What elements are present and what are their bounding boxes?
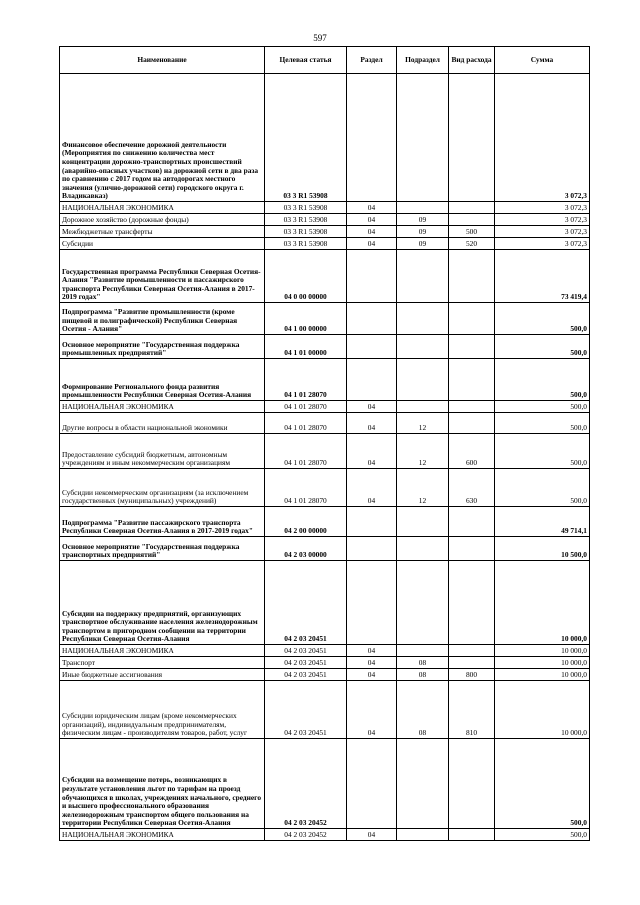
cell-section: 04: [347, 401, 397, 413]
table-row: [60, 507, 590, 537]
cell-sum: 73 419,4: [495, 250, 590, 303]
cell-type: [449, 413, 495, 434]
cell-code: 04 2 03 20452: [265, 739, 347, 829]
cell-type: 630: [449, 469, 495, 507]
cell-name: НАЦИОНАЛЬНАЯ ЭКОНОМИКА: [60, 202, 265, 214]
cell-subsection: [397, 202, 449, 214]
cell-section: 04: [347, 226, 397, 238]
cell-name: НАЦИОНАЛЬНАЯ ЭКОНОМИКА: [60, 645, 265, 657]
table-row: [60, 645, 590, 657]
cell-subsection: 12: [397, 469, 449, 507]
cell-section: [347, 74, 397, 202]
cell-subsection: [397, 739, 449, 829]
cell-name: Транспорт: [60, 657, 265, 669]
cell-name: Межбюджетные трансферты: [60, 226, 265, 238]
cell-subsection: [397, 561, 449, 645]
cell-code: 03 3 R1 53908: [265, 238, 347, 250]
cell-code: 03 3 R1 53908: [265, 74, 347, 202]
table-row: [60, 202, 590, 214]
cell-type: [449, 657, 495, 669]
cell-section: [347, 335, 397, 359]
cell-subsection: [397, 645, 449, 657]
cell-sum: 10 000,0: [495, 657, 590, 669]
col-header-subsection: Подраздел: [397, 47, 449, 74]
cell-subsection: [397, 335, 449, 359]
cell-section: [347, 359, 397, 401]
cell-subsection: 09: [397, 238, 449, 250]
cell-subsection: [397, 303, 449, 335]
budget-table: [59, 46, 590, 841]
cell-name: Предоставление субсидий бюджетным, автономным учреждениям и иным некоммерческим организациям: [60, 434, 265, 469]
cell-type: [449, 335, 495, 359]
cell-sum: 500,0: [495, 413, 590, 434]
cell-subsection: [397, 829, 449, 841]
table-row: [60, 74, 590, 202]
cell-type: 800: [449, 669, 495, 681]
cell-section: [347, 507, 397, 537]
cell-sum: 500,0: [495, 303, 590, 335]
cell-sum: 10 000,0: [495, 561, 590, 645]
cell-sum: 500,0: [495, 434, 590, 469]
cell-type: [449, 359, 495, 401]
cell-code: 04 2 03 20451: [265, 561, 347, 645]
cell-name: Государственная программа Республики Северная Осетия-Алания "Развитие промышленности и пассажирского транспорта Республики Северная Осетия-Алания в 2017-2019 годах": [60, 250, 265, 303]
cell-code: 04 0 00 00000: [265, 250, 347, 303]
cell-type: [449, 401, 495, 413]
cell-type: [449, 303, 495, 335]
cell-subsection: [397, 537, 449, 561]
cell-type: [449, 561, 495, 645]
table-row: [60, 739, 590, 829]
cell-subsection: 12: [397, 413, 449, 434]
cell-sum: 500,0: [495, 401, 590, 413]
cell-name: НАЦИОНАЛЬНАЯ ЭКОНОМИКА: [60, 829, 265, 841]
cell-name: Формирование Регионального фонда развития промышленности Республики Северная Осетия-Алания: [60, 359, 265, 401]
col-header-code: Целевая статья: [265, 47, 347, 74]
cell-section: 04: [347, 202, 397, 214]
cell-name: Финансовое обеспечение дорожной деятельности (Мероприятия по снижению количества мест концентрации дорожно-транспортных происшествий (аварийно-опасных участков) на дорожной сети в два раза по сравнению с 2017 годом на автодорогах местного значения (улично-дорожной сети) городского округа г. Владикавказ): [60, 74, 265, 202]
cell-type: [449, 645, 495, 657]
cell-type: 500: [449, 226, 495, 238]
cell-code: 04 1 01 28070: [265, 434, 347, 469]
cell-name: Другие вопросы в области национальной экономики: [60, 413, 265, 434]
cell-section: 04: [347, 669, 397, 681]
table-row: [60, 681, 590, 739]
cell-type: [449, 829, 495, 841]
cell-type: [449, 739, 495, 829]
cell-subsection: 08: [397, 669, 449, 681]
cell-subsection: [397, 359, 449, 401]
cell-name: Субсидии на возмещение потерь, возникающих в результате установления льгот по тарифам на проезд обучающихся в школах, учреждениях начального, среднего и высшего профессионального образования железнодорожным транспортом общего пользования на территории Республики Северная Осетия-Алания: [60, 739, 265, 829]
cell-sum: 3 072,3: [495, 74, 590, 202]
cell-section: 04: [347, 434, 397, 469]
cell-section: [347, 561, 397, 645]
cell-type: [449, 202, 495, 214]
cell-code: 04 2 03 20451: [265, 657, 347, 669]
cell-type: [449, 74, 495, 202]
cell-section: [347, 537, 397, 561]
cell-sum: 10 500,0: [495, 537, 590, 561]
cell-name: Субсидии некоммерческим организациям (за исключением государственных (муниципальных) учреждений): [60, 469, 265, 507]
cell-section: 04: [347, 214, 397, 226]
cell-code: 04 2 03 00000: [265, 537, 347, 561]
cell-name: Субсидии: [60, 238, 265, 250]
cell-code: 04 1 01 00000: [265, 335, 347, 359]
cell-sum: 10 000,0: [495, 681, 590, 739]
cell-sum: 3 072,3: [495, 226, 590, 238]
cell-code: 04 1 01 28070: [265, 401, 347, 413]
cell-type: [449, 507, 495, 537]
cell-section: 04: [347, 681, 397, 739]
cell-section: 04: [347, 469, 397, 507]
cell-sum: 500,0: [495, 469, 590, 507]
table-row: [60, 335, 590, 359]
cell-sum: 49 714,1: [495, 507, 590, 537]
col-header-section: Раздел: [347, 47, 397, 74]
cell-subsection: 08: [397, 681, 449, 739]
cell-section: [347, 250, 397, 303]
cell-section: [347, 303, 397, 335]
cell-section: 04: [347, 238, 397, 250]
cell-subsection: [397, 401, 449, 413]
cell-subsection: 12: [397, 434, 449, 469]
cell-subsection: [397, 250, 449, 303]
col-header-name: Наименование: [60, 47, 265, 74]
table-row: [60, 250, 590, 303]
cell-code: 03 3 R1 53908: [265, 214, 347, 226]
cell-section: [347, 739, 397, 829]
cell-name: Подпрограмма "Развитие промышленности (кроме пищевой и полиграфической) Республики Северная Осетия - Алания": [60, 303, 265, 335]
table-body: [60, 74, 590, 841]
cell-section: 04: [347, 829, 397, 841]
table-row: [60, 413, 590, 434]
cell-section: 04: [347, 657, 397, 669]
table-row: [60, 434, 590, 469]
cell-section: 04: [347, 413, 397, 434]
cell-code: 04 1 01 28070: [265, 469, 347, 507]
table-row: [60, 226, 590, 238]
cell-sum: 3 072,3: [495, 202, 590, 214]
cell-name: Основное мероприятие "Государственная поддержка транспортных предприятий": [60, 537, 265, 561]
cell-code: 04 2 03 20451: [265, 645, 347, 657]
cell-code: 04 2 00 00000: [265, 507, 347, 537]
cell-type: 520: [449, 238, 495, 250]
cell-subsection: 09: [397, 214, 449, 226]
page-number: 597: [313, 33, 327, 43]
cell-sum: 500,0: [495, 739, 590, 829]
table-row: [60, 469, 590, 507]
cell-code: 04 1 01 28070: [265, 413, 347, 434]
cell-code: 04 2 03 20451: [265, 681, 347, 739]
cell-subsection: [397, 507, 449, 537]
cell-name: НАЦИОНАЛЬНАЯ ЭКОНОМИКА: [60, 401, 265, 413]
table-row: [60, 669, 590, 681]
cell-sum: 500,0: [495, 359, 590, 401]
cell-code: 04 1 01 28070: [265, 359, 347, 401]
cell-subsection: 08: [397, 657, 449, 669]
cell-subsection: 09: [397, 226, 449, 238]
col-header-sum: Сумма: [495, 47, 590, 74]
table-row: [60, 657, 590, 669]
table-row: [60, 561, 590, 645]
cell-code: 04 2 03 20452: [265, 829, 347, 841]
cell-sum: 3 072,3: [495, 214, 590, 226]
cell-type: [449, 214, 495, 226]
cell-name: Подпрограмма "Развитие пассажирского транспорта Республики Северная Осетия-Алания в 2017-2019 годах": [60, 507, 265, 537]
cell-code: 03 3 R1 53908: [265, 226, 347, 238]
cell-code: 04 1 00 00000: [265, 303, 347, 335]
cell-code: 04 2 03 20451: [265, 669, 347, 681]
col-header-type: Вид расхода: [449, 47, 495, 74]
table-row: [60, 238, 590, 250]
cell-sum: 10 000,0: [495, 669, 590, 681]
cell-name: Субсидии юридическим лицам (кроме некоммерческих организаций), индивидуальным предпринимателям, физическим лицам - производителям товаров, работ, услуг: [60, 681, 265, 739]
cell-sum: 500,0: [495, 335, 590, 359]
cell-sum: 500,0: [495, 829, 590, 841]
cell-name: Дорожное хозяйство (дорожные фонды): [60, 214, 265, 226]
table-row: [60, 359, 590, 401]
cell-name: Субсидии на поддержку предприятий, организующих транспортное обслуживание населения железнодорожным транспортом в пригородном сообщении на территории Республики Северная Осетия-Алания: [60, 561, 265, 645]
table-row: [60, 537, 590, 561]
table-header-row: [60, 47, 590, 74]
cell-subsection: [397, 74, 449, 202]
cell-sum: 3 072,3: [495, 238, 590, 250]
cell-type: 600: [449, 434, 495, 469]
table-row: [60, 829, 590, 841]
cell-type: [449, 250, 495, 303]
cell-type: [449, 537, 495, 561]
cell-section: 04: [347, 645, 397, 657]
cell-code: 03 3 R1 53908: [265, 202, 347, 214]
cell-name: Иные бюджетные ассигнования: [60, 669, 265, 681]
table-row: [60, 214, 590, 226]
cell-sum: 10 000,0: [495, 645, 590, 657]
cell-name: Основное мероприятие "Государственная поддержка промышленных предприятий": [60, 335, 265, 359]
cell-type: 810: [449, 681, 495, 739]
table-row: [60, 303, 590, 335]
table-row: [60, 401, 590, 413]
